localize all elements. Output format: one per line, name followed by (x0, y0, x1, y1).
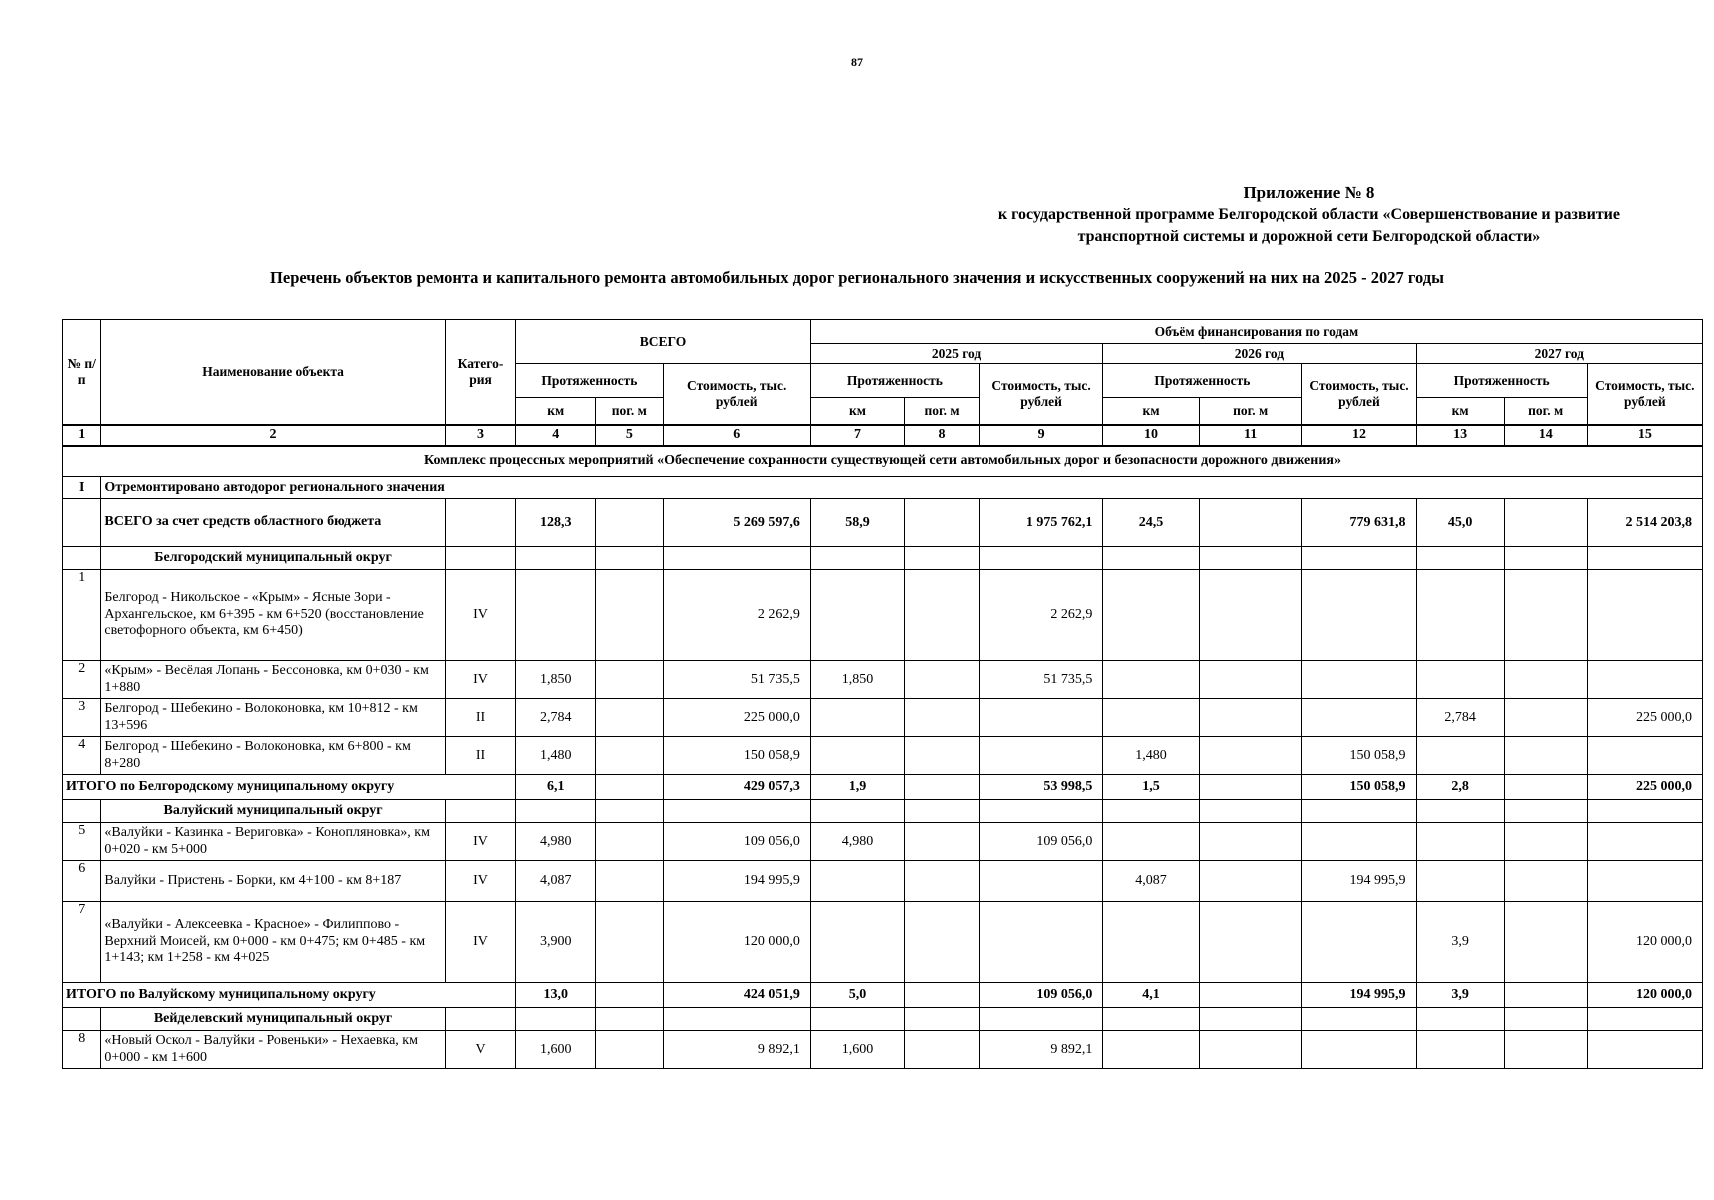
value-cell (1302, 661, 1416, 699)
value-cell (596, 1031, 663, 1069)
value-cell (905, 570, 980, 661)
value-cell (596, 983, 663, 1008)
value-cell (1416, 861, 1504, 902)
value-cell (596, 902, 663, 983)
value-cell (810, 570, 904, 661)
value-cell (1199, 699, 1302, 737)
empty-cell (1302, 1008, 1416, 1031)
header-length-total: Протяженность (516, 364, 663, 398)
value-cell (1416, 737, 1504, 775)
object-category: II (445, 737, 516, 775)
header-name: Наименование объекта (101, 320, 445, 425)
district-total-label: ИТОГО по Белгородскому муниципальному округу (63, 775, 516, 800)
value-cell (1199, 902, 1302, 983)
value-cell (1103, 570, 1199, 661)
empty-cell (1504, 800, 1587, 823)
value-cell: 45,0 (1416, 499, 1504, 547)
value-cell (596, 570, 663, 661)
empty-cell (1587, 800, 1702, 823)
column-number: 4 (516, 425, 596, 446)
header-pogm-2025: пог. м (905, 398, 980, 425)
value-cell (1504, 661, 1587, 699)
value-cell: 2 262,9 (979, 570, 1102, 661)
value-cell (979, 699, 1102, 737)
header-funding: Объём финансирования по годам (810, 320, 1702, 344)
column-number: 10 (1103, 425, 1199, 446)
value-cell (905, 823, 980, 861)
column-number: 7 (810, 425, 904, 446)
value-cell: 51 735,5 (979, 661, 1102, 699)
column-number: 6 (663, 425, 810, 446)
object-name: «Валуйки - Алексеевка - Красное» - Филиппово - Верхний Моисей, км 0+000 - км 0+475; км 0+485 - км 1+143; км 1+258 - км 4+025 (101, 902, 445, 983)
column-number: 12 (1302, 425, 1416, 446)
value-cell (1416, 570, 1504, 661)
value-cell: 5 269 597,6 (663, 499, 810, 547)
value-cell (1199, 737, 1302, 775)
value-cell: 53 998,5 (979, 775, 1102, 800)
value-cell (1103, 661, 1199, 699)
object-number: 2 (63, 661, 101, 699)
value-cell (1504, 570, 1587, 661)
value-cell (905, 699, 980, 737)
value-cell: 1,600 (516, 1031, 596, 1069)
value-cell: 120 000,0 (1587, 902, 1702, 983)
district-total-row (63, 775, 1703, 800)
value-cell (1587, 1031, 1702, 1069)
object-row (63, 1031, 1703, 1069)
value-cell: 120 000,0 (1587, 983, 1702, 1008)
value-cell: 2,784 (1416, 699, 1504, 737)
value-cell: 4,980 (810, 823, 904, 861)
value-cell (1302, 1031, 1416, 1069)
value-cell (596, 823, 663, 861)
empty-cell (810, 800, 904, 823)
object-category: IV (445, 570, 516, 661)
header-year-2026: 2026 год (1103, 344, 1416, 364)
object-category: V (445, 1031, 516, 1069)
column-number: 14 (1504, 425, 1587, 446)
empty-cell (1302, 547, 1416, 570)
value-cell (979, 861, 1102, 902)
column-number: 1 (63, 425, 101, 446)
value-cell (979, 902, 1102, 983)
object-number: 8 (63, 1031, 101, 1069)
object-row (63, 570, 1703, 661)
value-cell (1416, 823, 1504, 861)
value-cell: 4,087 (1103, 861, 1199, 902)
value-cell (596, 861, 663, 902)
value-cell: 2,784 (516, 699, 596, 737)
value-cell: 225 000,0 (663, 699, 810, 737)
header-year-2027: 2027 год (1416, 344, 1702, 364)
value-cell (596, 737, 663, 775)
complex-title-row (63, 446, 1703, 477)
header-km-2027: км (1416, 398, 1504, 425)
value-cell (905, 737, 980, 775)
value-cell (1587, 861, 1702, 902)
column-number: 2 (101, 425, 445, 446)
empty-cell (445, 499, 516, 547)
value-cell (1587, 570, 1702, 661)
header-cost-2026: Стоимость, тыс. рублей (1302, 364, 1416, 425)
section-title: Отремонтировано автодорог регионального значения (101, 477, 1703, 499)
empty-cell (1504, 547, 1587, 570)
value-cell: 109 056,0 (979, 983, 1102, 1008)
empty-cell (1103, 547, 1199, 570)
value-cell (810, 699, 904, 737)
empty-cell (979, 1008, 1102, 1031)
header-km-total: км (516, 398, 596, 425)
empty-cell (663, 547, 810, 570)
empty-cell (905, 547, 980, 570)
value-cell: 5,0 (810, 983, 904, 1008)
value-cell: 194 995,9 (1302, 983, 1416, 1008)
empty-cell (1199, 547, 1302, 570)
value-cell (905, 983, 980, 1008)
empty-cell (63, 499, 101, 547)
value-cell (1199, 1031, 1302, 1069)
value-cell: 150 058,9 (1302, 737, 1416, 775)
value-cell: 3,900 (516, 902, 596, 983)
object-category: IV (445, 661, 516, 699)
empty-cell (445, 800, 516, 823)
value-cell (1504, 737, 1587, 775)
value-cell: 3,9 (1416, 902, 1504, 983)
empty-cell (979, 547, 1102, 570)
empty-cell (1302, 800, 1416, 823)
value-cell (1302, 823, 1416, 861)
value-cell (1103, 823, 1199, 861)
column-number: 5 (596, 425, 663, 446)
empty-cell (63, 800, 101, 823)
value-cell: 4,087 (516, 861, 596, 902)
value-cell: 424 051,9 (663, 983, 810, 1008)
objects-table (62, 319, 1703, 1069)
empty-cell (1103, 1008, 1199, 1031)
value-cell: 128,3 (516, 499, 596, 547)
district-row (63, 1008, 1703, 1031)
district-total-row (63, 983, 1703, 1008)
empty-cell (1587, 1008, 1702, 1031)
value-cell (596, 775, 663, 800)
value-cell: 150 058,9 (663, 737, 810, 775)
page-number: 87 (851, 55, 863, 69)
value-cell (1302, 570, 1416, 661)
value-cell: 1,480 (516, 737, 596, 775)
empty-cell (516, 1008, 596, 1031)
budget-total-row (63, 499, 1703, 547)
value-cell: 225 000,0 (1587, 699, 1702, 737)
empty-cell (516, 547, 596, 570)
empty-cell (596, 800, 663, 823)
value-cell (596, 499, 663, 547)
section-number: I (63, 477, 101, 499)
district-name: Валуйский муниципальный округ (101, 800, 445, 823)
empty-cell (63, 1008, 101, 1031)
value-cell (810, 902, 904, 983)
object-name: Белгород - Шебекино - Волоконовка, км 10+812 - км 13+596 (101, 699, 445, 737)
header-pogm-2027: пог. м (1504, 398, 1587, 425)
value-cell: 9 892,1 (663, 1031, 810, 1069)
header-length-2026: Протяженность (1103, 364, 1302, 398)
value-cell: 9 892,1 (979, 1031, 1102, 1069)
object-row (63, 861, 1703, 902)
object-number: 6 (63, 861, 101, 902)
header-length-2025: Протяженность (810, 364, 979, 398)
empty-cell (1416, 547, 1504, 570)
value-cell (905, 499, 980, 547)
value-cell (905, 1031, 980, 1069)
value-cell: 1,9 (810, 775, 904, 800)
value-cell (1587, 737, 1702, 775)
value-cell: 58,9 (810, 499, 904, 547)
value-cell: 779 631,8 (1302, 499, 1416, 547)
header-total: ВСЕГО (516, 320, 811, 364)
header-km-2025: км (810, 398, 904, 425)
value-cell: 225 000,0 (1587, 775, 1702, 800)
empty-cell (1199, 800, 1302, 823)
section-row (63, 477, 1703, 499)
header-km-2026: км (1103, 398, 1199, 425)
empty-cell (445, 1008, 516, 1031)
value-cell: 109 056,0 (663, 823, 810, 861)
value-cell: 2 262,9 (663, 570, 810, 661)
appendix-block (998, 182, 1620, 248)
value-cell: 2,8 (1416, 775, 1504, 800)
value-cell (1199, 570, 1302, 661)
value-cell: 1,5 (1103, 775, 1199, 800)
value-cell (1199, 823, 1302, 861)
value-cell: 109 056,0 (979, 823, 1102, 861)
value-cell: 13,0 (516, 983, 596, 1008)
value-cell (810, 861, 904, 902)
object-number: 3 (63, 699, 101, 737)
empty-cell (979, 800, 1102, 823)
empty-cell (1504, 1008, 1587, 1031)
object-row (63, 737, 1703, 775)
document-title: Перечень объектов ремонта и капитального ремонта автомобильных дорог регионального значения и искусственных сооружений на них на 2025 - 2027 годы (270, 268, 1444, 287)
district-name: Вейделевский муниципальный округ (101, 1008, 445, 1031)
value-cell (1302, 902, 1416, 983)
value-cell (596, 699, 663, 737)
empty-cell (445, 547, 516, 570)
object-name: Белгород - Никольское - «Крым» - Ясные Зори - Архангельское, км 6+395 - км 6+520 (восстановление светофорного объекта, км 6+450) (101, 570, 445, 661)
header-cost-total: Стоимость, тыс. рублей (663, 364, 810, 425)
header-cost-2025: Стоимость, тыс. рублей (979, 364, 1102, 425)
district-name: Белгородский муниципальный округ (101, 547, 445, 570)
district-row (63, 547, 1703, 570)
value-cell (905, 861, 980, 902)
complex-title: Комплекс процессных мероприятий «Обеспечение сохранности существующей сети автомобильных дорог и безопасности дорожного движения» (63, 446, 1703, 477)
header-cost-2027: Стоимость, тыс. рублей (1587, 364, 1702, 425)
value-cell (1504, 861, 1587, 902)
value-cell (1587, 661, 1702, 699)
value-cell: 2 514 203,8 (1587, 499, 1702, 547)
object-name: Белгород - Шебекино - Волоконовка, км 6+800 - км 8+280 (101, 737, 445, 775)
value-cell: 1,850 (516, 661, 596, 699)
header-category: Катего-рия (445, 320, 516, 425)
value-cell (1587, 823, 1702, 861)
budget-total-label: ВСЕГО за счет средств областного бюджета (101, 499, 445, 547)
value-cell (1199, 775, 1302, 800)
district-total-label: ИТОГО по Валуйскому муниципальному округу (63, 983, 516, 1008)
column-numbers-row (63, 425, 1703, 446)
header-length-2027: Протяженность (1416, 364, 1587, 398)
value-cell (905, 661, 980, 699)
column-number: 3 (445, 425, 516, 446)
object-name: «Крым» - Весёлая Лопань - Бессоновка, км 0+030 - км 1+880 (101, 661, 445, 699)
empty-cell (596, 547, 663, 570)
value-cell (1504, 699, 1587, 737)
empty-cell (1416, 800, 1504, 823)
object-row (63, 902, 1703, 983)
object-number: 5 (63, 823, 101, 861)
value-cell (1199, 983, 1302, 1008)
value-cell (1416, 1031, 1504, 1069)
district-row (63, 800, 1703, 823)
value-cell (1103, 902, 1199, 983)
value-cell (1103, 1031, 1199, 1069)
value-cell: 120 000,0 (663, 902, 810, 983)
value-cell: 6,1 (516, 775, 596, 800)
empty-cell (596, 1008, 663, 1031)
value-cell (1504, 1031, 1587, 1069)
empty-cell (1587, 547, 1702, 570)
column-number: 9 (979, 425, 1102, 446)
value-cell (810, 737, 904, 775)
value-cell: 150 058,9 (1302, 775, 1416, 800)
header-pogm-total: пог. м (596, 398, 663, 425)
value-cell: 51 735,5 (663, 661, 810, 699)
object-row (63, 699, 1703, 737)
value-cell (1504, 499, 1587, 547)
object-name: «Новый Оскол - Валуйки - Ровеньки» - Нехаевка, км 0+000 - км 1+600 (101, 1031, 445, 1069)
value-cell: 1,480 (1103, 737, 1199, 775)
empty-cell (663, 800, 810, 823)
empty-cell (905, 1008, 980, 1031)
value-cell: 1,850 (810, 661, 904, 699)
appendix-line-1: к государственной программе Белгородской области «Совершенствование и развитие (997, 206, 1620, 223)
value-cell (1199, 499, 1302, 547)
value-cell (1103, 699, 1199, 737)
object-number: 7 (63, 902, 101, 983)
empty-cell (1103, 800, 1199, 823)
object-category: IV (445, 902, 516, 983)
object-row (63, 661, 1703, 699)
value-cell (1199, 661, 1302, 699)
value-cell: 24,5 (1103, 499, 1199, 547)
object-number: 1 (63, 570, 101, 661)
header-year-2025: 2025 год (810, 344, 1102, 364)
value-cell (905, 775, 980, 800)
value-cell (1504, 902, 1587, 983)
object-category: II (445, 699, 516, 737)
value-cell (1302, 699, 1416, 737)
value-cell (1416, 661, 1504, 699)
empty-cell (905, 800, 980, 823)
object-category: IV (445, 823, 516, 861)
column-number: 15 (1587, 425, 1702, 446)
object-row (63, 823, 1703, 861)
empty-cell (810, 547, 904, 570)
empty-cell (1416, 1008, 1504, 1031)
empty-cell (516, 800, 596, 823)
value-cell (1199, 861, 1302, 902)
object-number: 4 (63, 737, 101, 775)
object-name: Валуйки - Пристень - Борки, км 4+100 - км 8+187 (101, 861, 445, 902)
value-cell (905, 902, 980, 983)
value-cell: 4,1 (1103, 983, 1199, 1008)
column-number: 13 (1416, 425, 1504, 446)
appendix-title: Приложение № 8 (1243, 183, 1375, 202)
appendix-line-2: транспортной системы и дорожной сети Белгородской области» (1077, 228, 1541, 245)
column-number: 11 (1199, 425, 1302, 446)
empty-cell (810, 1008, 904, 1031)
empty-cell (1199, 1008, 1302, 1031)
value-cell: 1 975 762,1 (979, 499, 1102, 547)
object-name: «Валуйки - Казинка - Вериговка» - Конопляновка», км 0+020 - км 5+000 (101, 823, 445, 861)
value-cell (1504, 775, 1587, 800)
value-cell: 1,600 (810, 1031, 904, 1069)
value-cell: 3,9 (1416, 983, 1504, 1008)
empty-cell (63, 547, 101, 570)
value-cell (979, 737, 1102, 775)
header-num: № п/п (63, 320, 101, 425)
value-cell (1504, 983, 1587, 1008)
value-cell (516, 570, 596, 661)
value-cell: 4,980 (516, 823, 596, 861)
column-number: 8 (905, 425, 980, 446)
value-cell: 194 995,9 (663, 861, 810, 902)
empty-cell (663, 1008, 810, 1031)
value-cell: 429 057,3 (663, 775, 810, 800)
object-category: IV (445, 861, 516, 902)
value-cell: 194 995,9 (1302, 861, 1416, 902)
value-cell (1504, 823, 1587, 861)
value-cell (596, 661, 663, 699)
header-pogm-2026: пог. м (1199, 398, 1302, 425)
